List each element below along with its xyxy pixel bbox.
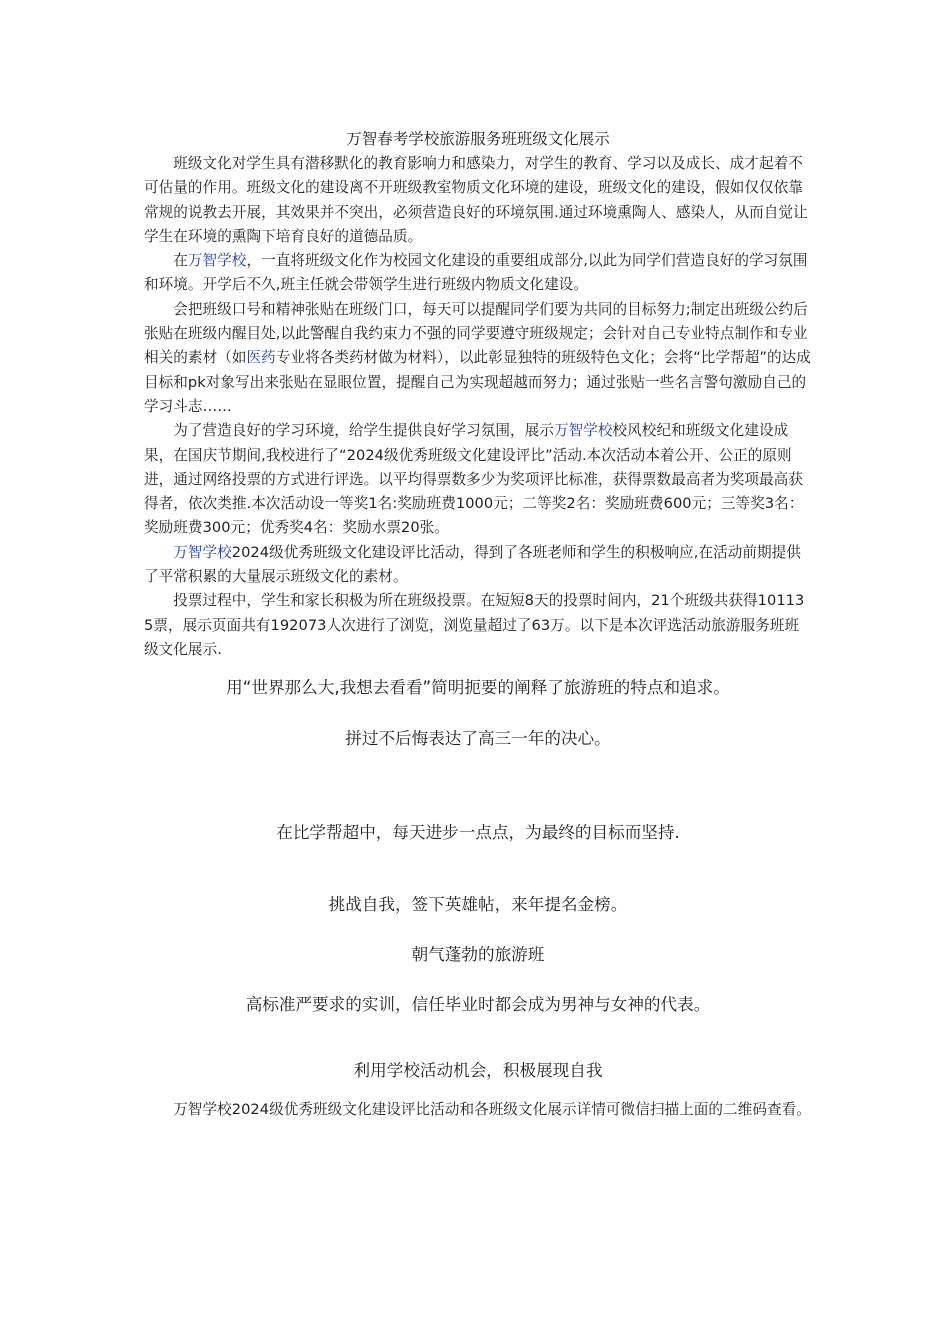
photo-caption-1: 用“世界那么大,我想去看看”简明扼要的阐释了旅游班的特点和追求。 — [226, 678, 730, 698]
school-link[interactable]: 万智学校 — [553, 422, 613, 440]
school-link[interactable]: 万智学校 — [187, 252, 247, 270]
photo-caption-5: 朝气蓬勃的旅游班 — [411, 945, 545, 965]
photo-caption-2: 拼过不后悔表达了高三一年的决心。 — [345, 729, 611, 749]
paragraph-competition — [144, 419, 812, 540]
paragraph-text: 在 — [173, 252, 188, 270]
school-link[interactable]: 万智学校 — [173, 543, 232, 561]
photo-caption-6: 高标准严要求的实训，信任毕业时都会成为男神与女神的代表。 — [245, 995, 711, 1015]
paragraph-text: 为了营造良好的学习环境，给学生提供良好学习氛围，展示 — [173, 422, 554, 440]
photo-caption-4: 挑战自我，签下英雄帖，来年提名金榜。 — [328, 895, 628, 915]
paragraph-text: 2024级优秀班级文化建设评比活动，得到了各班老师和学生的积极响应,在活动前期提供了平常积累的大量展示班级文化的素材。 — [144, 543, 801, 586]
paragraph-text: 专业将各类药材做为材料），以此彰显独特的班级特色文化；会将“比学帮超”的达成目标和pk对象写出来张贴在显眼位置，提醒自己为实现超越而努力；通过张贴一些名言警句激励自己的学习斗志…… — [144, 349, 811, 415]
medicine-link[interactable]: 医药 — [246, 349, 276, 367]
photo-caption-7: 利用学校活动机会，积极展现自我 — [353, 1061, 603, 1081]
paragraph-response — [144, 541, 812, 590]
document-body — [144, 124, 812, 1123]
paragraph-text: ，一直将班级文化作为校园文化建设的重要组成部分,以此为同学们营造良好的学习氛围和环境。开学后不久,班主任就会带领学生进行班级内物质文化建设。 — [144, 252, 808, 294]
photo-caption-3: 在比学帮超中，每天进步一点点，为最终的目标而坚持. — [276, 823, 680, 843]
document-title: 万智春考学校旅游服务班班级文化展示 — [346, 130, 610, 148]
paragraph-school-focus — [144, 249, 812, 298]
paragraph-text: 会把班级口号和精神张贴在班级门口，每天可以提醒同学们要为共同的目标努力;制定出班级公约后张贴在班级内醒目处,以此警醒自我约束力不强的同学要遵守班级规定；会针对自己专业特点制作和专业相关的素材（如 — [144, 300, 808, 367]
paragraph-text: 校风校纪和班级文化建设成果，在国庆节期间,我校进行了“2024级优秀班级文化建设评比”活动.本次活动本着公开、公正的原则进，通过网络投票的方式进行评选。以平均得票数多少为奖项评比标准，获得票数最高者为奖项最高获得者，依次类推.本次活动设一等奖1名:奖励班费1000元；二等奖2名：奖励班费600元；三等奖3名：奖励班费300元；优秀奖4名：奖励水票20张。 — [144, 422, 804, 537]
paragraph-class-posters — [144, 298, 812, 419]
paragraph-voting: 投票过程中，学生和家长积极为所在班级投票。在短短8天的投票时间内，21个班级共获得101135票，展示页面共有192073人次进行了浏览，浏览量超过了63万。以下是本次评选活动旅游服务班班级文化展示. — [144, 592, 805, 658]
paragraph-qr-note: 万智学校2024级优秀班级文化建设评比活动和各班级文化展示详情可微信扫描上面的二维码查看。 — [173, 1101, 811, 1119]
paragraph-intro: 班级文化对学生具有潜移默化的教育影响力和感染力，对学生的教育、学习以及成长、成才起着不可估量的作用。班级文化的建设离不开班级教室物质文化环境的建设，班级文化的建设，假如仅仅依靠常规的说教去开展，其效果并不突出，必须营造良好的环境氛围.通过环境熏陶人、感染人，从而自觉让学生在环境的熏陶下培育良好的道德品质。 — [144, 155, 808, 245]
